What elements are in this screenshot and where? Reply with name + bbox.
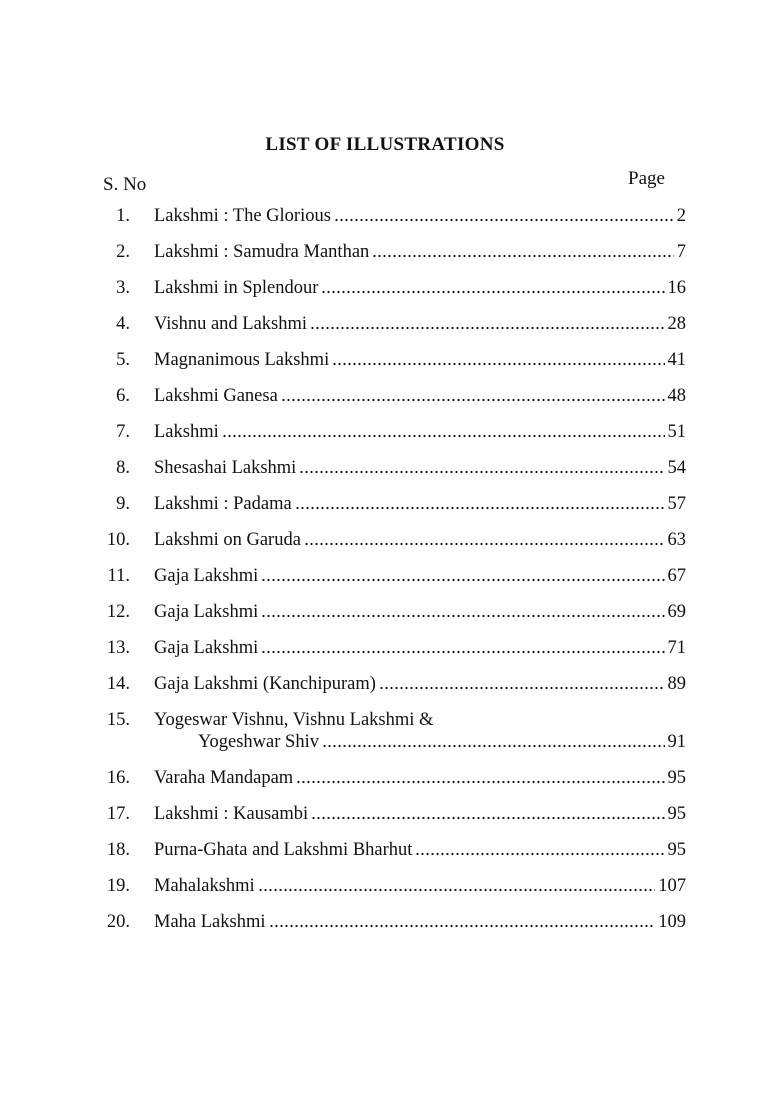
page-title: LIST OF ILLUSTRATIONS [265, 134, 505, 155]
item-body [154, 493, 686, 515]
dot-leader [372, 254, 673, 258]
item-body [154, 313, 686, 335]
item-title: Gaja Lakshmi [154, 602, 259, 622]
item-title: Magnanimous Lakshmi [154, 350, 330, 370]
item-body [154, 911, 686, 933]
list-item [100, 839, 686, 875]
item-body [154, 457, 686, 479]
item-body [154, 349, 686, 371]
illustrations-list [100, 205, 686, 947]
item-body [154, 385, 686, 407]
item-title: Vishnu and Lakshmi [154, 314, 308, 334]
item-line [154, 241, 686, 263]
item-number: 7. [116, 422, 130, 442]
item-title: Lakshmi : Kausambi [154, 804, 309, 824]
dot-leader [304, 542, 665, 546]
item-page: 95 [667, 840, 686, 860]
item-number: 8. [116, 458, 130, 478]
item-line [154, 911, 686, 933]
item-number: 4. [116, 314, 130, 334]
list-item [100, 277, 686, 313]
item-line [154, 767, 686, 789]
item-line [154, 385, 686, 407]
item-line [154, 875, 686, 897]
item-title: Lakshmi in Splendour [154, 278, 319, 298]
dot-leader [299, 470, 664, 474]
list-item [100, 565, 686, 601]
dot-leader [295, 506, 665, 510]
item-page: 16 [667, 278, 686, 298]
item-title: Lakshmi Ganesa [154, 386, 278, 406]
item-title: Maha Lakshmi [154, 912, 266, 932]
item-line [154, 565, 686, 587]
item-number: 20. [106, 912, 130, 932]
dot-leader [269, 924, 656, 928]
item-body [154, 709, 686, 753]
dot-leader [258, 888, 656, 892]
item-page: 95 [667, 768, 686, 788]
item-number: 5. [116, 350, 130, 370]
item-line [154, 349, 686, 371]
item-line [154, 601, 686, 623]
list-item [100, 875, 686, 911]
item-title: Gaja Lakshmi (Kanchipuram) [154, 674, 376, 694]
item-body [154, 205, 686, 227]
item-number: 14. [106, 674, 130, 694]
dot-leader [415, 852, 664, 856]
column-header-page: Page [628, 168, 665, 189]
item-page: 91 [667, 732, 686, 752]
item-number: 10. [106, 530, 130, 550]
list-item [100, 803, 686, 839]
item-title: Lakshmi : The Glorious [154, 206, 331, 226]
item-page: 28 [667, 314, 686, 334]
item-page: 54 [667, 458, 686, 478]
item-line [154, 803, 686, 825]
dot-leader [261, 578, 664, 582]
item-line [154, 313, 686, 335]
dot-leader [322, 744, 665, 748]
dot-leader [321, 290, 664, 294]
list-item [100, 601, 686, 637]
item-page: 95 [667, 804, 686, 824]
item-page: 7 [676, 242, 686, 262]
item-body [154, 277, 686, 299]
list-item [100, 457, 686, 493]
item-line [154, 421, 686, 443]
item-title: Gaja Lakshmi [154, 638, 259, 658]
item-page: 48 [667, 386, 686, 406]
item-page: 89 [667, 674, 686, 694]
dot-leader [296, 780, 664, 784]
item-body [154, 767, 686, 789]
item-title: Lakshmi : Padama [154, 494, 292, 514]
item-page: 63 [667, 530, 686, 550]
item-body [154, 421, 686, 443]
item-title: Lakshmi on Garuda [154, 530, 301, 550]
item-page: 107 [658, 876, 686, 896]
item-page: 69 [667, 602, 686, 622]
item-title: Yogeswar Vishnu, Vishnu Lakshmi & [154, 710, 434, 730]
item-body [154, 601, 686, 623]
dot-leader [261, 614, 664, 618]
item-page: 109 [658, 912, 686, 932]
item-page: 71 [667, 638, 686, 658]
item-line [154, 205, 686, 227]
item-title: Lakshmi [154, 422, 219, 442]
dot-leader [310, 326, 664, 330]
list-item [100, 313, 686, 349]
item-page: 67 [667, 566, 686, 586]
item-page: 57 [667, 494, 686, 514]
item-body [154, 803, 686, 825]
list-item [100, 385, 686, 421]
dot-leader [332, 362, 664, 366]
item-body [154, 529, 686, 551]
item-page: 41 [667, 350, 686, 370]
item-title: Gaja Lakshmi [154, 566, 259, 586]
item-line [154, 277, 686, 299]
item-number: 19. [106, 876, 130, 896]
list-item [100, 767, 686, 803]
item-line [154, 709, 686, 731]
list-item [100, 529, 686, 565]
dot-leader [222, 434, 665, 438]
item-number: 15. [106, 710, 130, 730]
list-item [100, 911, 686, 947]
dot-leader [311, 816, 664, 820]
list-item [100, 637, 686, 673]
item-number: 13. [106, 638, 130, 658]
item-number: 18. [106, 840, 130, 860]
item-line [154, 637, 686, 659]
item-title: Mahalakshmi [154, 876, 255, 896]
item-number: 3. [116, 278, 130, 298]
item-body [154, 565, 686, 587]
item-number: 6. [116, 386, 130, 406]
dot-leader [334, 218, 674, 222]
dot-leader [281, 398, 665, 402]
list-item [100, 709, 686, 767]
item-body [154, 875, 686, 897]
item-line [154, 731, 686, 753]
item-title-continued: Yogeshwar Shiv [198, 732, 319, 752]
list-item [100, 673, 686, 709]
item-number: 12. [106, 602, 130, 622]
item-body [154, 673, 686, 695]
item-line [154, 673, 686, 695]
item-body [154, 839, 686, 861]
list-item [100, 421, 686, 457]
list-item [100, 241, 686, 277]
list-item [100, 349, 686, 385]
dot-leader [379, 686, 665, 690]
item-number: 16. [106, 768, 130, 788]
item-title: Varaha Mandapam [154, 768, 294, 788]
list-item [100, 205, 686, 241]
item-line [154, 457, 686, 479]
item-number: 11. [107, 566, 130, 586]
item-page: 2 [676, 206, 686, 226]
item-number: 2. [116, 242, 130, 262]
item-body [154, 241, 686, 263]
item-title: Purna-Ghata and Lakshmi Bharhut [154, 840, 413, 860]
column-header-sno: S. No [103, 174, 147, 195]
item-number: 17. [106, 804, 130, 824]
item-number: 1. [116, 206, 130, 226]
list-item [100, 493, 686, 529]
item-line [154, 493, 686, 515]
item-number: 9. [116, 494, 130, 514]
item-line [154, 529, 686, 551]
item-title: Shesashai Lakshmi [154, 458, 297, 478]
dot-leader [261, 650, 664, 654]
item-title: Lakshmi : Samudra Manthan [154, 242, 370, 262]
item-page: 51 [667, 422, 686, 442]
item-line [154, 839, 686, 861]
item-body [154, 637, 686, 659]
